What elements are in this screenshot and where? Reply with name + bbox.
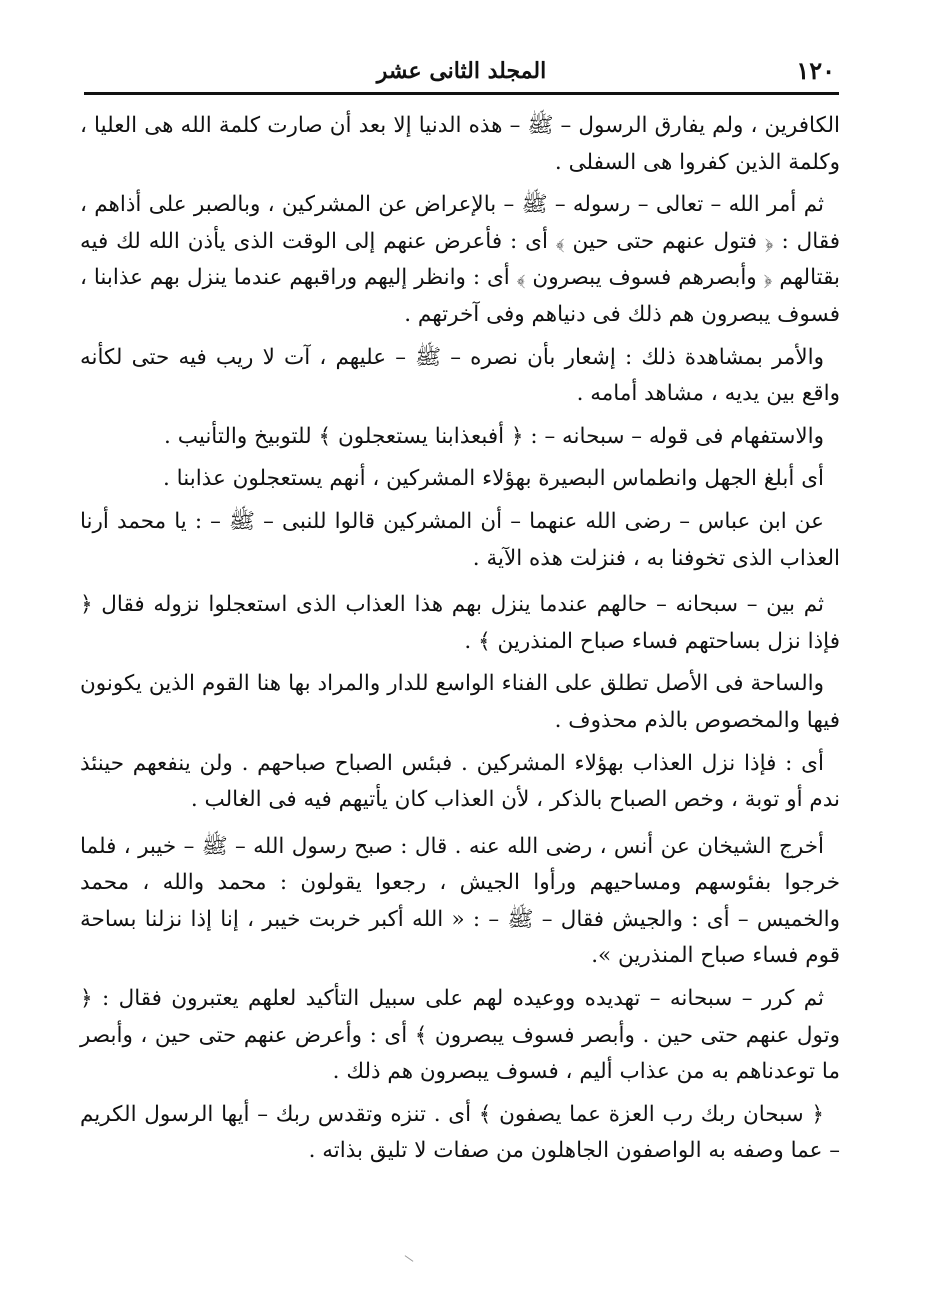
paragraph-12: ﴿ سبحان ربك رب العزة عما يصفون ﴾ أى . تنزه وتقدس ربك – أيها الرسول الكريم – عما وصفه به الواصفون الجاهلون من صفات لا تليق بذاته . [80,1101,840,1164]
running-title: المجلد الثانى عشر [376,58,547,84]
paragraph-5: أى أبلغ الجهل وانطماس البصيرة بهؤلاء المشركين ، أنهم يستعجلون عذابنا . [163,466,824,492]
paragraph-10: أخرج الشيخان عن أنس ، رضى الله عنه . قال : صبح رسول الله – ﷺ – خيبر ، فلما خرجوا بفئوسهم ومساحيهم ورأوا الجيش ، رجعوا يقولون : محمد والله ، محمد والخميس – أى : والجيش فقال – ﷺ – : « الله أكبر خربت خيبر ، إنا إذا نزلنا بساحة قوم فساء صباح المنذرين ». [80,833,840,969]
paragraph-4: والاستفهام فى قوله – سبحانه – : ﴿ أفبعذابنا يستعجلون ﴾ للتوبيخ والتأنيب . [164,423,824,449]
paragraph-9: أى : فإذا نزل العذاب بهؤلاء المشركين . فبئس الصباح صباحهم . ولن ينفعهم حينئذ ندم أو توبة ، وخص الصباح بالذكر ، لأن العذاب كان يأتيهم فيه فى الغالب . [80,750,840,813]
body-text [80,108,840,1176]
paragraph-1: الكافرين ، ولم يفارق الرسول – ﷺ – هذه الدنيا إلا بعد أن صارت كلمة الله هى العليا ، وكلمة الذين كفروا هى السفلى . [80,113,840,175]
paragraph-6: عن ابن عباس – رضى الله عنهما – أن المشركين قالوا للنبى – ﷺ – : يا محمد أرنا العذاب الذى تخوفنا به ، فنزلت هذه الآية . [80,508,840,571]
paragraph-3: والأمر بمشاهدة ذلك : إشعار بأن نصره – ﷺ – عليهم ، آت لا ريب فيه حتى لكأنه واقع بين يديه ، مشاهد أمامه . [80,344,840,407]
header-rule [84,92,839,95]
scan-speck [405,1255,414,1262]
paragraph-2: ثم أمر الله – تعالى – رسوله – ﷺ – بالإعراض عن المشركين ، وبالصبر على أذاهم ، فقال : ﴿ فتول عنهم حتى حين ﴾ أى : فأعرض عنهم إلى الوقت الذى يأذن الله لك فيه بقتالهم ﴿ وأبصرهم فسوف يبصرون ﴾ أى : وانظر إليهم وراقبهم عندما ينزل بهم عذابنا ، فسوف يبصرون هم ذلك فى دنياهم وفى آخرتهم . [80,192,840,327]
paragraph-7: ثم بين – سبحانه – حالهم عندما ينزل بهم هذا العذاب الذى استعجلوا نزوله فقال ﴿ فإذا نزل بساحتهم فساء صباح المنذرين ﴾ . [80,592,840,654]
paragraph-8: والساحة فى الأصل تطلق على الفناء الواسع للدار والمراد بها هنا القوم الذين يكونون فيها والمخصوص بالذم محذوف . [80,671,840,733]
page-header [84,56,839,92]
page-number: ١٢٠ [796,56,835,85]
paragraph-11: ثم كرر – سبحانه – تهديده ووعيده لهم على سبيل التأكيد لعلهم يعتبرون فقال : ﴿ وتول عنهم حتى حين . وأبصر فسوف يبصرون ﴾ أى : وأعرض عنهم حتى حين ، وأبصر ما توعدناهم به من عذاب أليم ، فسوف يبصرون هم ذلك . [80,986,840,1085]
